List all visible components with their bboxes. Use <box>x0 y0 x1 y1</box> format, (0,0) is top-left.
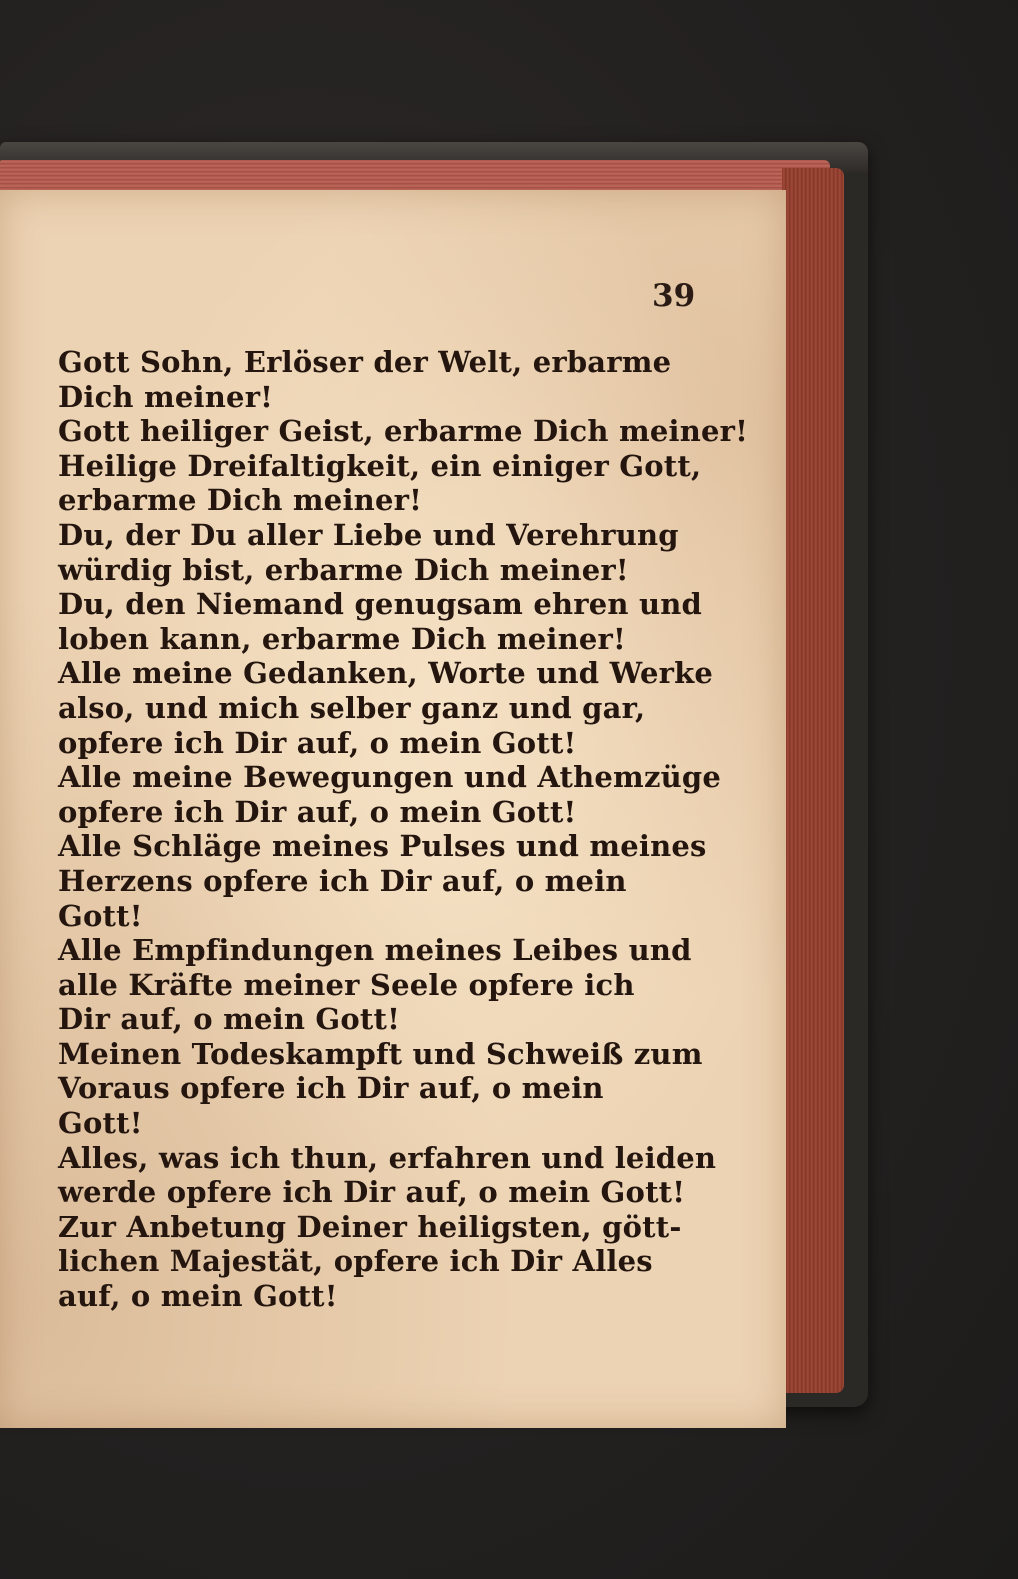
verse-line: auf, o mein Gott! <box>58 1279 338 1314</box>
verse <box>58 414 749 449</box>
verse-line: Dir auf, o mein Gott! <box>58 1002 401 1037</box>
verse-line: Zur Anbetung Deiner heiligsten, gött- <box>58 1209 682 1244</box>
verse-line: Dich meiner! <box>58 379 274 414</box>
verse-line: Alle meine Bewegungen und Athemzüge <box>58 760 722 795</box>
verse-line: Herzens opfere ich Dir auf, o mein <box>58 863 627 898</box>
verse <box>58 1036 703 1141</box>
verse-line: Gott! <box>58 1106 143 1141</box>
verse <box>58 518 694 587</box>
verse-line: lichen Majestät, opfere ich Dir Alles <box>58 1244 653 1279</box>
verse <box>58 1210 694 1314</box>
verse-line: Alles, was ich thun, erfahren und leiden <box>58 1140 717 1175</box>
verse-line: Heilige Dreifaltigkeit, ein einiger Gott, <box>58 448 702 483</box>
verse-line: also, und mich selber ganz und gar, <box>58 690 646 725</box>
prayer-text <box>58 345 749 1314</box>
verse-line: Gott heiliger Geist, erbarme Dich meiner! <box>58 414 749 449</box>
verse <box>58 829 707 933</box>
verse-line: erbarme Dich meiner! <box>58 483 423 518</box>
verse-line: Du, der Du aller Liebe und Verehrung <box>58 517 679 552</box>
verse-line: Alle Schläge meines Pulses und meines <box>58 829 707 864</box>
verse-line: Meinen Todeskampft und Schweiß zum <box>58 1036 703 1071</box>
verse <box>58 933 694 1037</box>
verse-line: alle Kräfte meiner Seele opfere ich <box>58 967 635 1002</box>
verse <box>58 656 714 760</box>
verse <box>58 448 702 518</box>
verse-line: Gott Sohn, Erlöser der Welt, erbarme <box>58 345 672 379</box>
verse-line: loben kann, erbarme Dich meiner! <box>58 621 626 656</box>
verse-line: würdig bist, erbarme Dich meiner! <box>58 552 629 587</box>
verse <box>58 760 722 829</box>
verse-line: opfere ich Dir auf, o mein Gott! <box>58 725 577 760</box>
verse-line: Voraus opfere ich Dir auf, o mein <box>58 1071 604 1106</box>
verse-line: Du, den Niemand genugsam ehren und <box>58 587 703 622</box>
page-number: 39 <box>652 278 696 314</box>
verse <box>58 587 703 656</box>
verse <box>58 345 694 414</box>
verse <box>58 1140 717 1210</box>
verse-line: werde opfere ich Dir auf, o mein Gott! <box>58 1175 686 1210</box>
verse-line: Gott! <box>58 898 143 933</box>
verse-line: Alle Empfindungen meines Leibes und <box>58 933 692 968</box>
page-fore-edge <box>782 168 844 1393</box>
verse-line: opfere ich Dir auf, o mein Gott! <box>58 794 577 829</box>
verse-line: Alle meine Gedanken, Worte und Werke <box>58 656 714 691</box>
